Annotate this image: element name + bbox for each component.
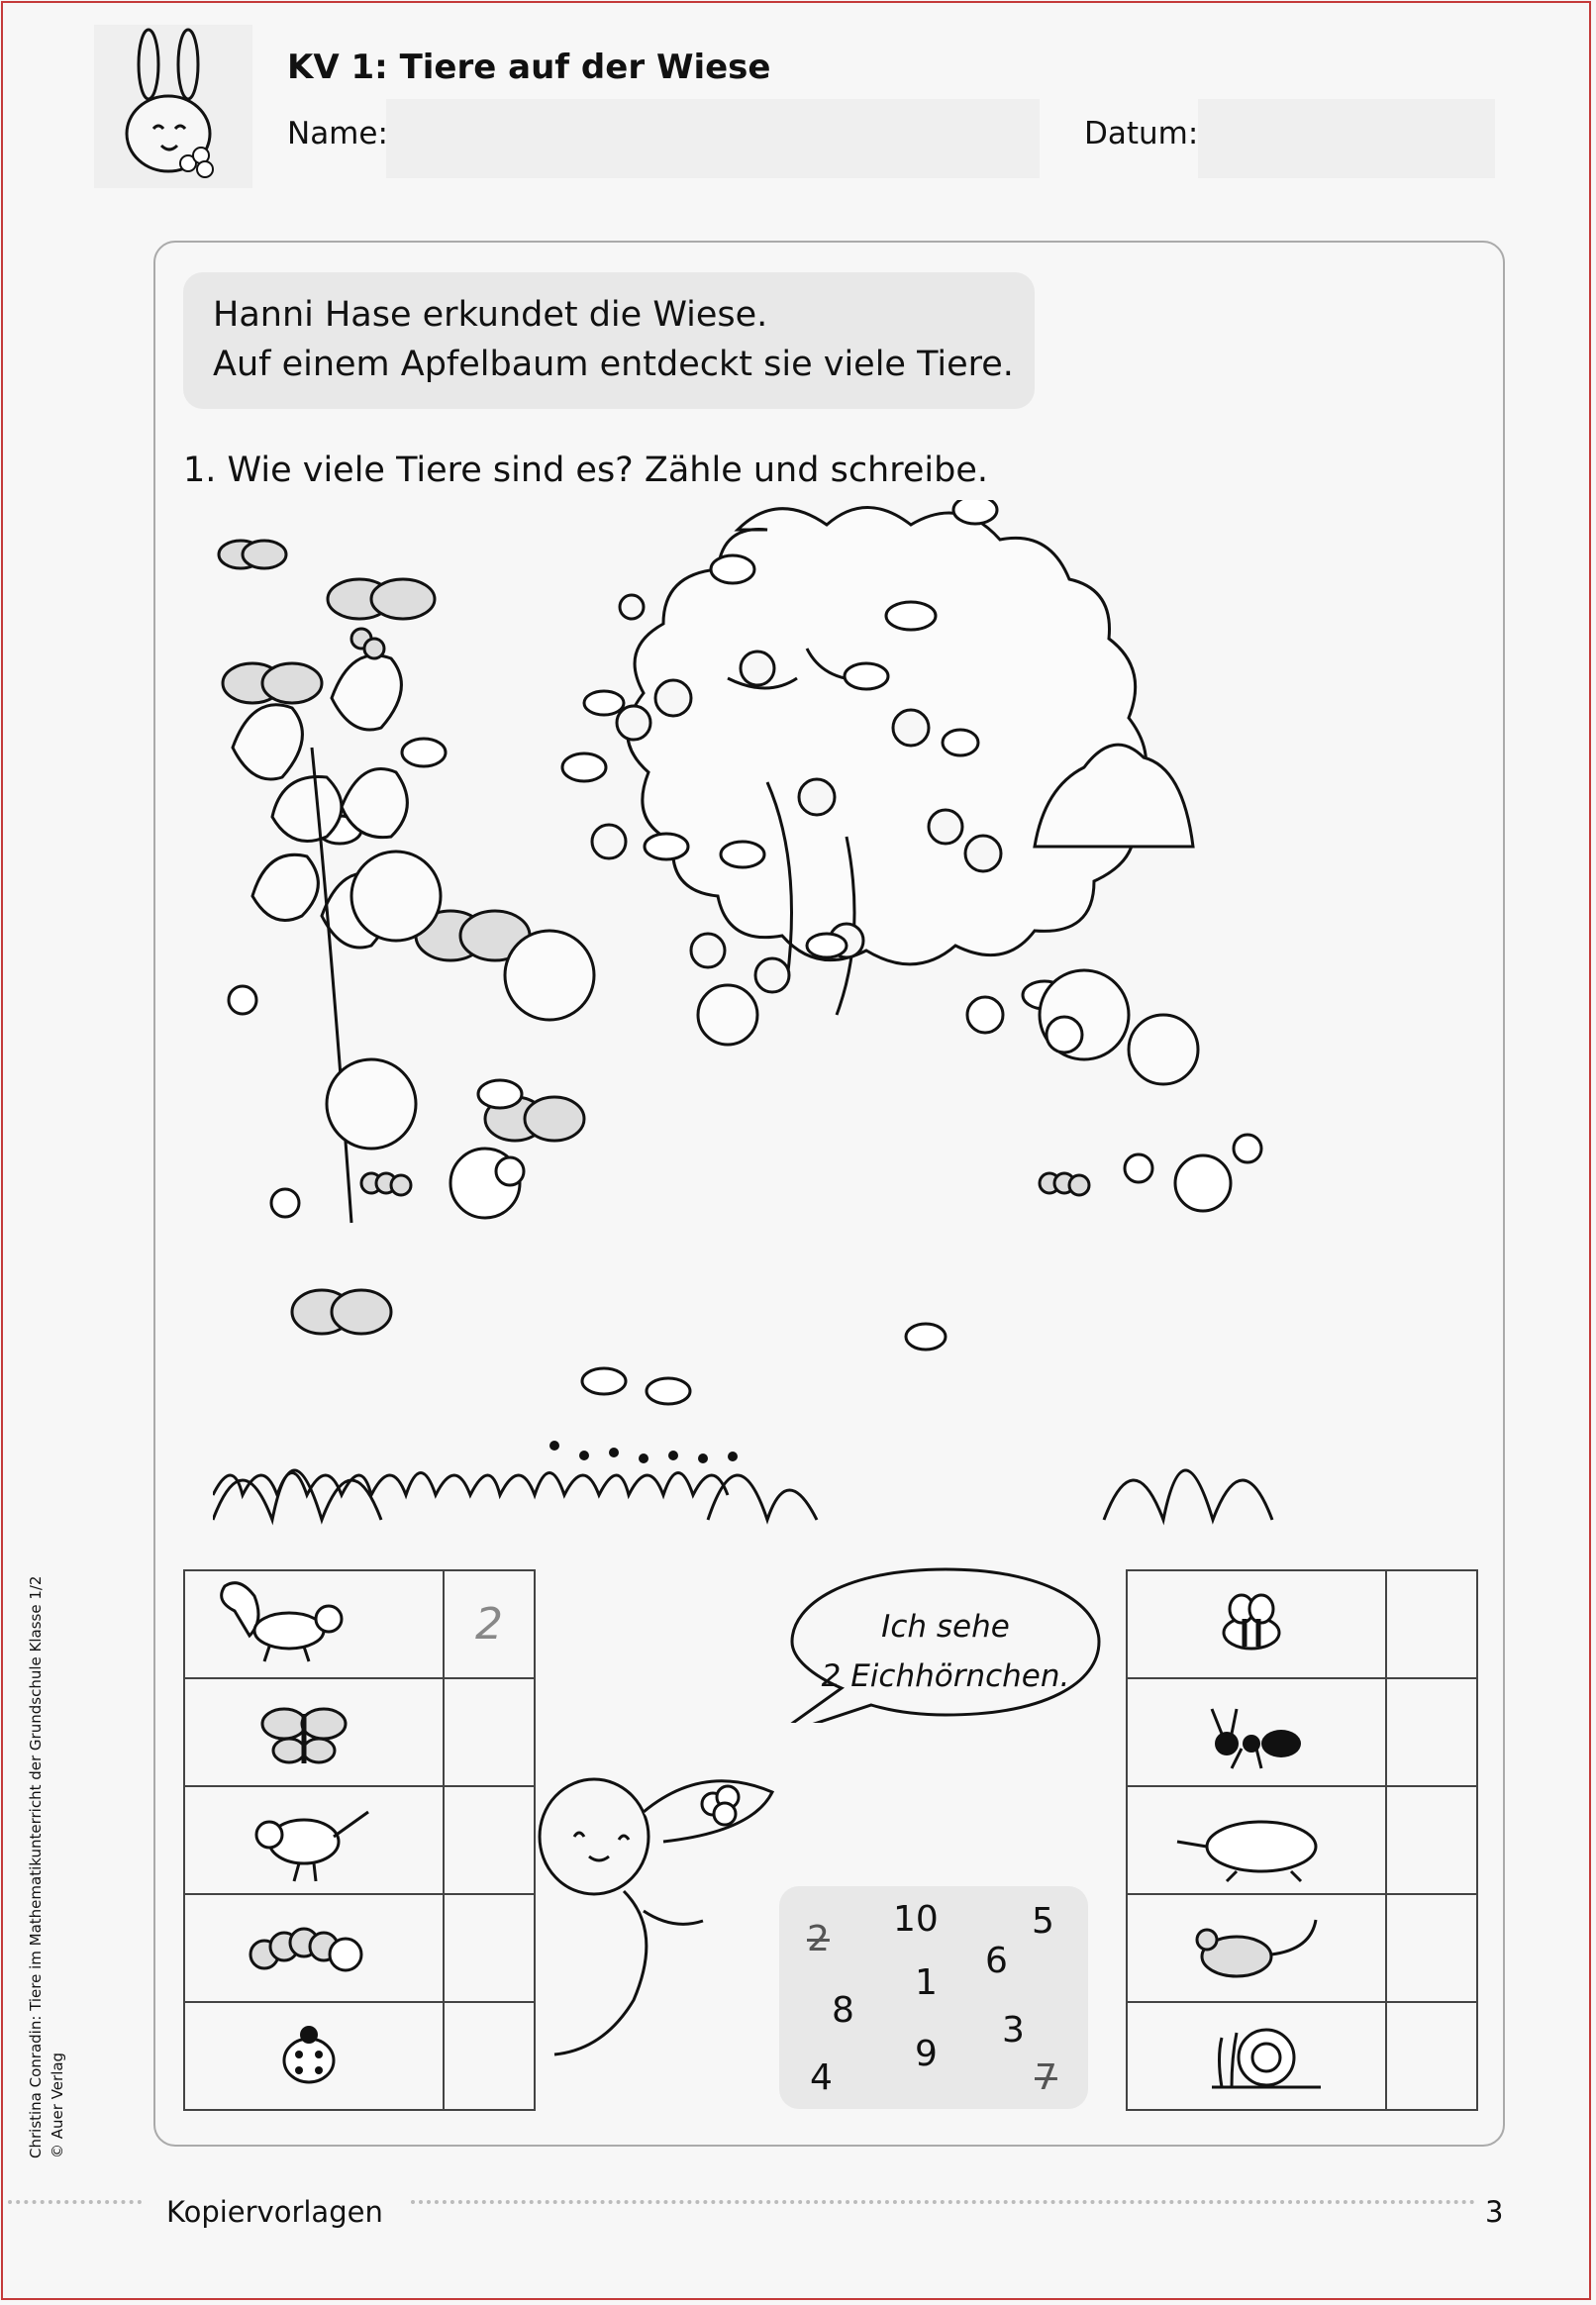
- number-4: 4: [810, 2057, 833, 2098]
- table-row: [1127, 1570, 1477, 1678]
- footer-dots-left: [8, 2200, 142, 2204]
- count-bird[interactable]: [444, 1786, 535, 1894]
- number-9: 9: [915, 2034, 938, 2074]
- count-snail[interactable]: [1386, 2002, 1477, 2110]
- page-title: KV 1: Tiere auf der Wiese: [287, 48, 771, 87]
- mouse-icon: [1127, 1894, 1386, 2002]
- footer-label: Kopiervorlagen: [166, 2195, 383, 2229]
- table-row: [184, 1894, 535, 2002]
- speech-line-1: Ich sehe: [881, 1609, 1010, 1645]
- bunny-icon: [94, 25, 252, 188]
- intro-line-1: Hanni Hase erkundet die Wiese.: [213, 295, 768, 335]
- table-row: [1127, 1678, 1477, 1786]
- count-mole[interactable]: [1386, 1786, 1477, 1894]
- page-number: 3: [1485, 2195, 1504, 2229]
- speech-line-2: 2 Eichhörnchen.: [821, 1658, 1070, 1694]
- meadow-scene-illustration: [213, 500, 1441, 1545]
- number-8: 8: [832, 1990, 854, 2031]
- count-table-left: [183, 1569, 536, 2111]
- bird-icon: [184, 1786, 444, 1894]
- count-table-right: [1126, 1569, 1478, 2111]
- table-row: [1127, 2002, 1477, 2110]
- name-field[interactable]: [386, 99, 1040, 178]
- intro-box: [183, 272, 1035, 409]
- count-caterpillar[interactable]: [444, 1894, 535, 2002]
- number-1: 1: [915, 1962, 938, 2003]
- snail-icon: [1127, 2002, 1386, 2110]
- footer-dots-right: [411, 2200, 1475, 2204]
- ladybug-icon: [184, 2002, 444, 2110]
- count-butterfly[interactable]: [444, 1678, 535, 1786]
- credit-line-1: Christina Conradin: Tiere im Mathematikunterricht der Grundschule Klasse 1/2: [27, 1575, 45, 2158]
- bee-icon: [1127, 1570, 1386, 1678]
- caterpillar-icon: [184, 1894, 444, 2002]
- count-ladybug[interactable]: [444, 2002, 535, 2110]
- ant-icon: [1127, 1678, 1386, 1786]
- credit-line-2: © Auer Verlag: [49, 2052, 66, 2158]
- count-bee[interactable]: [1386, 1570, 1477, 1678]
- mole-icon: [1127, 1786, 1386, 1894]
- table-row: [184, 1678, 535, 1786]
- number-10: 10: [893, 1899, 939, 1940]
- number-7: 7: [1035, 2057, 1057, 2098]
- task-instruction: 1. Wie viele Tiere sind es? Zähle und schreibe.: [183, 451, 988, 490]
- butterfly-icon: [184, 1678, 444, 1786]
- intro-line-2: Auf einem Apfelbaum entdeckt sie viele Tiere.: [213, 345, 1014, 384]
- date-label: Datum:: [1084, 116, 1199, 151]
- count-ant[interactable]: [1386, 1678, 1477, 1786]
- table-row: [184, 2002, 535, 2110]
- table-row: [1127, 1894, 1477, 2002]
- date-field[interactable]: [1198, 99, 1495, 178]
- number-2: 2: [807, 1919, 830, 1959]
- number-3: 3: [1002, 2010, 1025, 2051]
- count-squirrel[interactable]: 2: [444, 1570, 535, 1678]
- table-row: [184, 1570, 535, 1678]
- table-row: [184, 1786, 535, 1894]
- copyright-credit: [25, 1576, 68, 2158]
- table-row: [1127, 1786, 1477, 1894]
- count-mouse[interactable]: [1386, 1894, 1477, 2002]
- number-5: 5: [1032, 1901, 1054, 1942]
- number-6: 6: [985, 1941, 1008, 1981]
- squirrel-icon: [184, 1570, 444, 1678]
- name-label: Name:: [287, 116, 388, 151]
